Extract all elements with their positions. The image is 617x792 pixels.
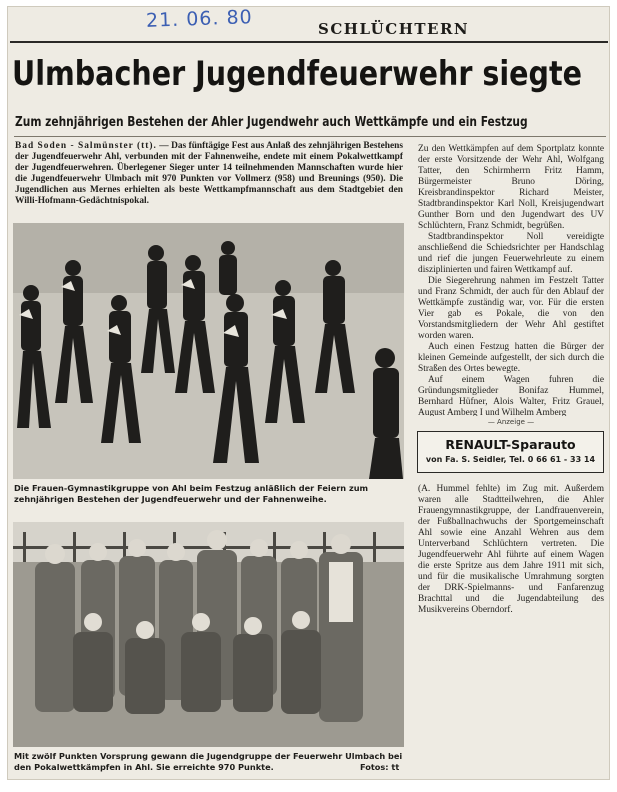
handwritten-date: 21. 06. 80 (145, 6, 254, 32)
photo-credit: Fotos: tt (360, 762, 400, 772)
lead-paragraph (15, 141, 403, 219)
photo-caption-1: Die Frauen-Gymnastikgruppe von Ahl beim Festzug anläßlich der Feiern zum zehnjährigen Bestehen der Jugendfeuerwehr und der Fahnenweihe. (14, 483, 369, 504)
paragraph: Auch einen Festzug hatten die Bürger der kleinen Gemeinde aufgestellt, der sich durch die Straßen des Ortes bewegte. (418, 342, 604, 374)
paragraph: Auf einem Wagen fuhren die Gründungsmitglieder Bonifaz Hummel, Bernhard Hüfner, Alois Walter, Fritz Grauel, August Amberg I und Wilhelm Amberg (418, 375, 604, 416)
photo-gymnastics-group (13, 223, 404, 479)
paragraph: Die Siegerehrung nahmen im Festzelt Tatter und Franz Schmidt, der auch für den Ablauf der Wettkämpfe zuständig war, vor. Für die ersten Vier gab es Pokale, die von den Vorstandsmitgliedern der Wehr Ahl gestiftet worden waren. (418, 276, 604, 341)
section-title: SCHLÜCHTERN (318, 20, 470, 38)
ad-title: RENAULT-Sparauto (445, 437, 576, 452)
photo-youth-fire-brigade (13, 522, 404, 747)
advertisement-label: — Anzeige — (487, 418, 535, 426)
right-column (418, 144, 604, 416)
photo-caption-2: Mit zwölf Punkten Vorsprung gewann die Jugendgruppe der Feuerwehr Ulmbach bei den Pokalwettkämpfen in Ahl. Sie erreichte 970 Punkte. (14, 751, 403, 772)
lead-text: — Das fünftägige Fest aus Anlaß des zehnjährigen Bestehens der Jugendfeuerwehr Ahl, verbunden mit der Fahnenweihe, endete mit einem Pokalwettkampf der Jugendfeuerwehren. Überlegener Sieger unter 14 teilnehmenden Mannschaften wurde hier die Jugendfeuerwehr Ulmbach mit 970 Punkten vor Vollmerz (958) und Breunings (950). Die Jugendlichen aus Mernes erhielten als beste Wettkampfmannschaft aus dem Stadtgebiet den Willi-Hofmann-Gedächtnispokal. (15, 141, 403, 206)
ad-subtitle: von Fa. S. Seidler, Tel. 0 66 61 - 33 14 (425, 455, 596, 464)
subheadline: Zum zehnjährigen Bestehen der Ahler Jugendwehr auch Wettkämpfe und ein Festzug (15, 115, 528, 130)
header-rule (10, 41, 608, 43)
paragraph: Stadtbrandinspektor Noll vereidigte anschließend die Schiedsrichter per Handschlag und rief die jungen Feuerwehrleute zu einem disziplinierten und fairen Wettkampf auf. (418, 232, 604, 275)
right-column-continued: (A. Hummel fehlte) im Zug mit. Außerdem waren alle Stadtteilwehren, die Ahler Frauengymnastikgruppe, der Landfrauenverein, der Fußballnachwuchs der Sportgemeinschaft Ahl sowie eine Anzahl Wehren aus dem Unterverband Schlüchtern vertreten. Die Jugendfeuerwehr Ahl führte auf einem Wagen die erste Spritze aus dem Jahre 1911 mit sich, und für die musikalische Umrahmung sorgten der DRK-Spielmanns- und Fanfarenzug Brachttal und die Jugendabteilung des Musikvereins Oberndorf. (418, 484, 604, 615)
advertisement-box (417, 431, 604, 473)
subhead-rule (14, 136, 606, 137)
dateline: Bad Soden - Salmünster (tt). (15, 141, 157, 151)
headline: Ulmbacher Jugendfeuerwehr siegte (12, 54, 582, 94)
paragraph: Zu den Wettkämpfen auf dem Sportplatz konnte der erste Vorsitzende der Wehr Ahl, Wolfgang Tatter, den Schirmherrn Fritz Hamm, Bürgermeister Bruno Döring, Kreisbrandinspektor Richard Meister, Stadtbrandinspektor Karl Noll, Kreisjugendwart Gunther Born und den Jugendwart des UV Schlüchtern, Franz Schmidt, begrüßen. (418, 144, 604, 231)
